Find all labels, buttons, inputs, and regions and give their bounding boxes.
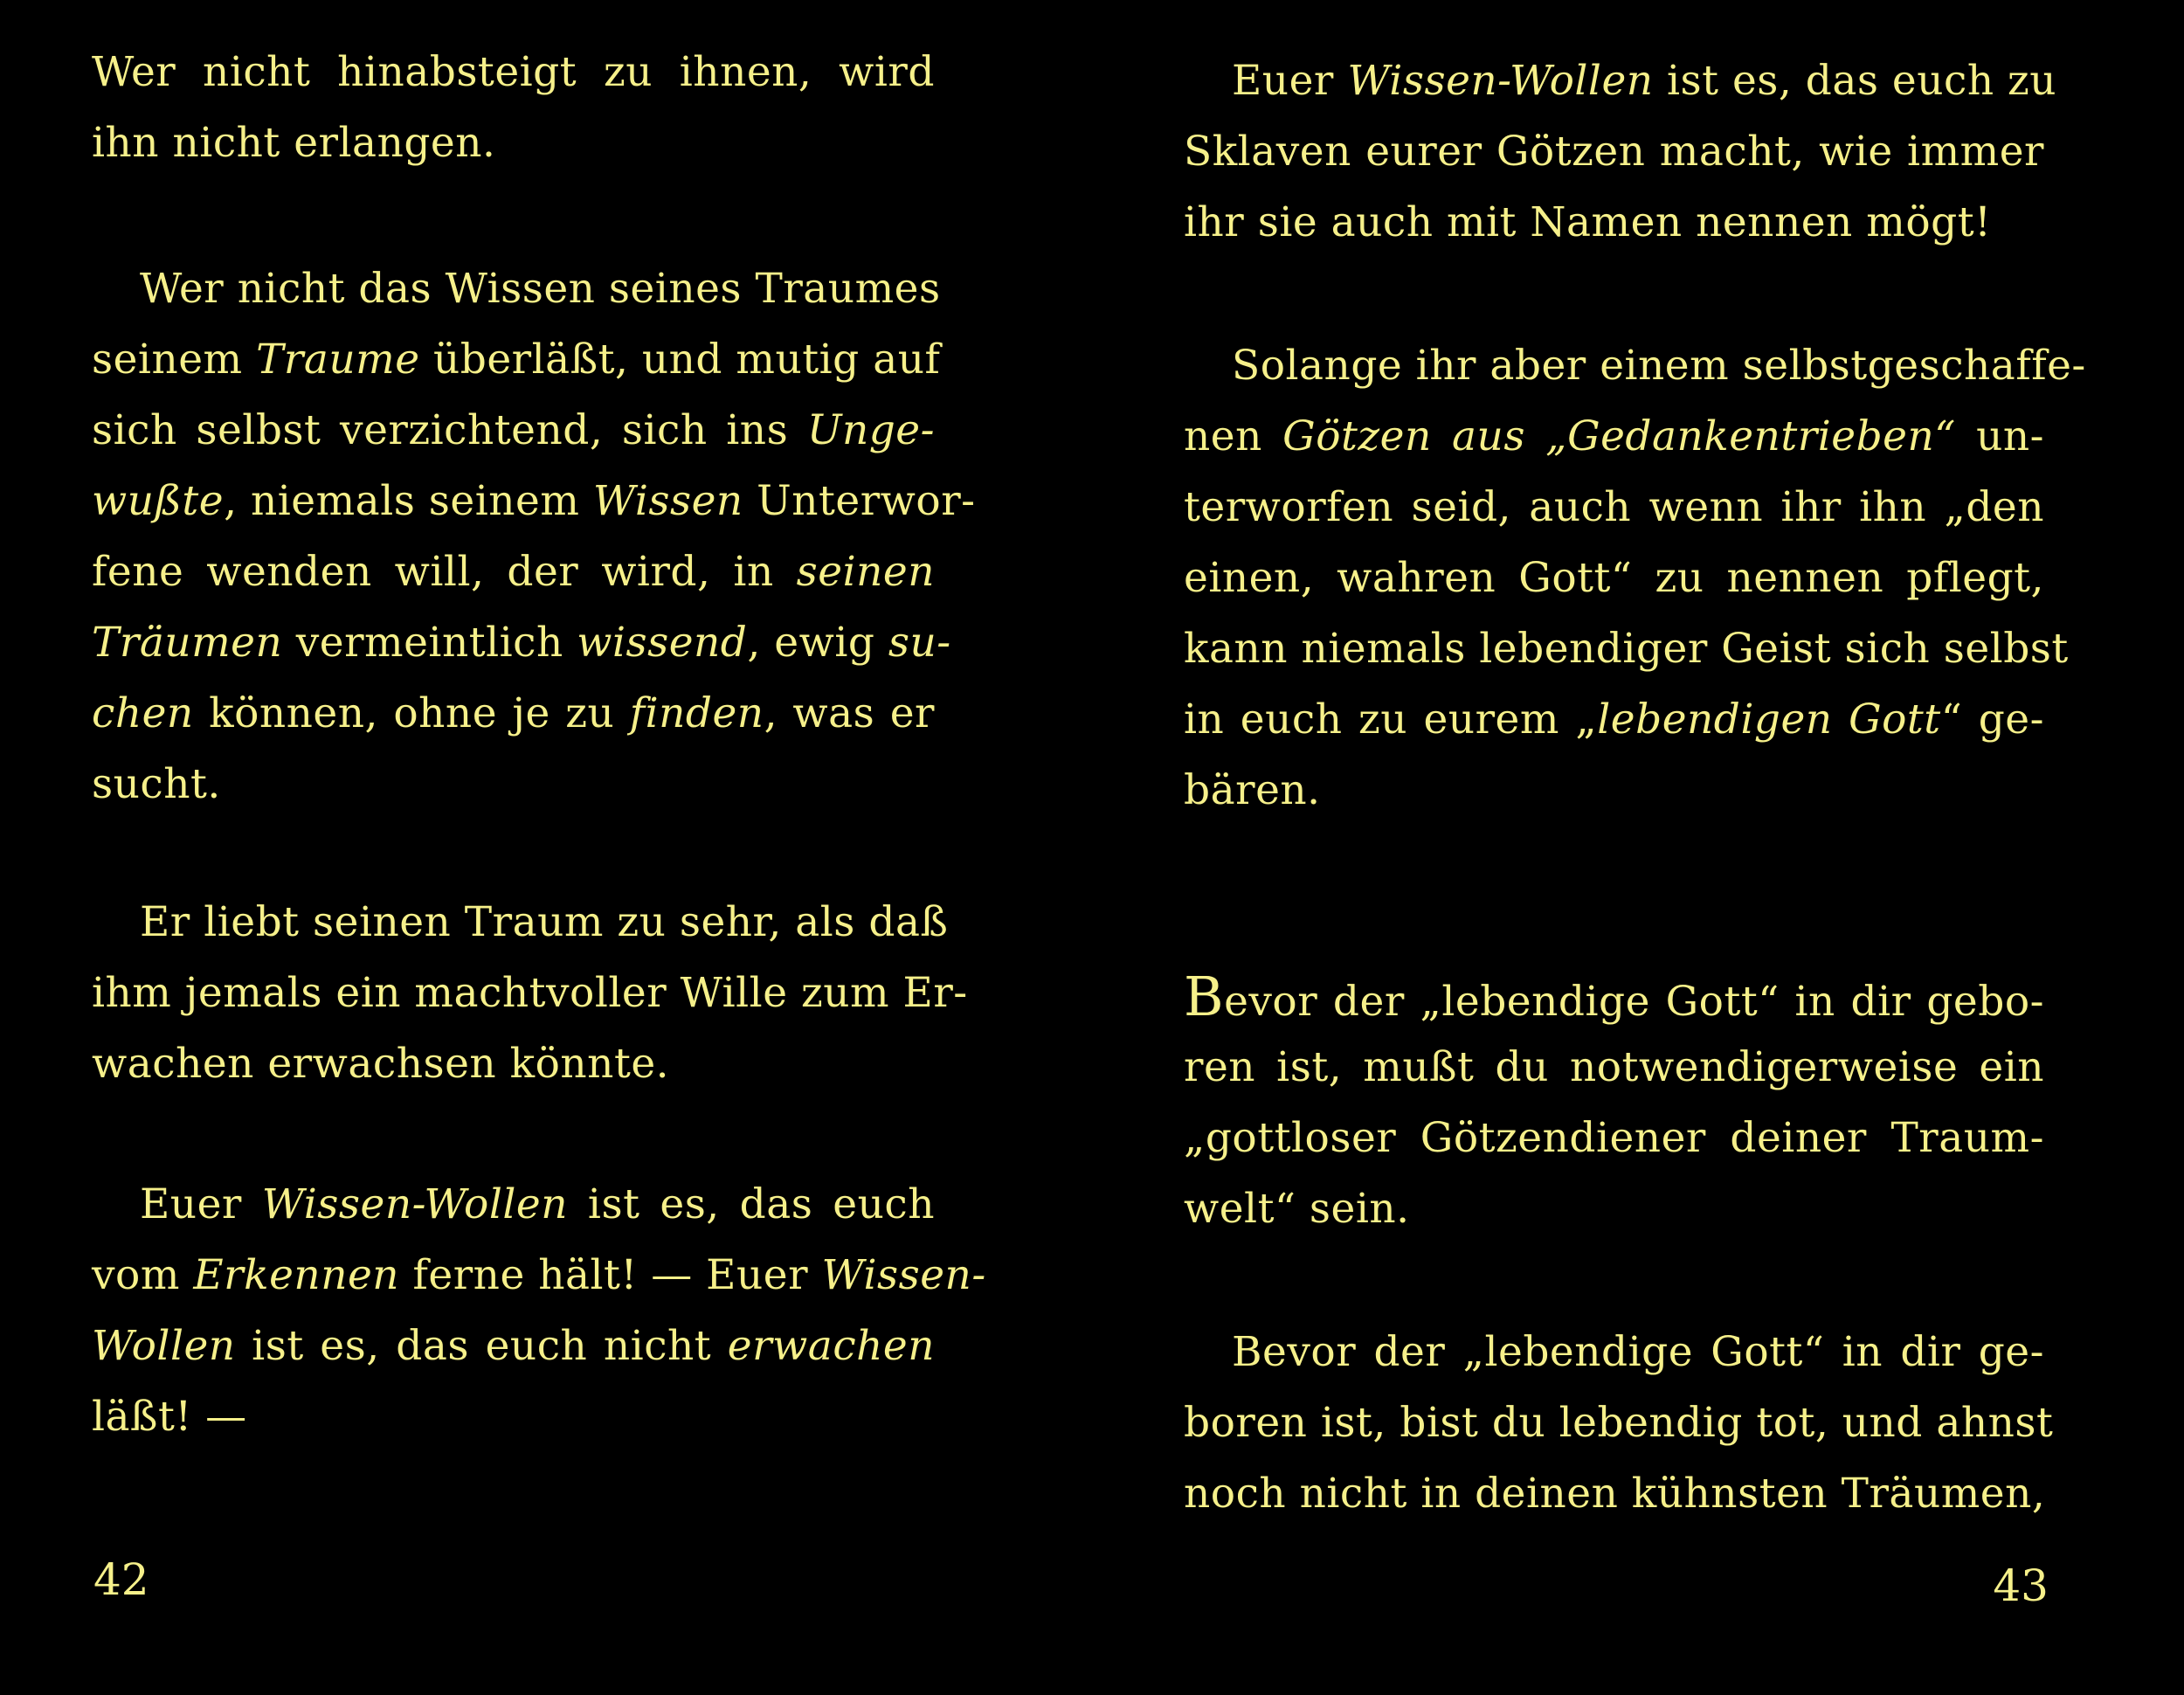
text-run: terworfen seid, auch wenn ihr ihn „den	[1184, 483, 2044, 531]
page-number: 42	[93, 1554, 149, 1605]
text-run: nen	[1184, 412, 1283, 460]
text-run: Unterwor-	[743, 477, 976, 525]
text-line	[92, 1381, 935, 1452]
text-line	[1184, 330, 2086, 401]
italic-text: Unge-	[806, 406, 935, 454]
text-run: ihr sie auch mit Namen nennen mögt!	[1184, 198, 1992, 246]
text-run: Solange ihr aber einem selbstgeschaffe-	[1232, 342, 2086, 390]
text-line	[1184, 961, 2044, 1032]
text-line	[92, 324, 941, 395]
text-run: Wer nicht das Wissen seines Traumes	[140, 265, 941, 313]
text-run: Sklaven eurer Götzen macht, wie immer	[1184, 128, 2044, 176]
italic-text: wußte	[92, 477, 225, 525]
text-line	[92, 607, 951, 678]
text-line	[1184, 1458, 2044, 1529]
text-line	[1184, 684, 2044, 755]
text-line	[1184, 613, 2069, 684]
text-run: noch nicht in deinen kühnsten Träumen,	[1184, 1470, 2046, 1518]
text-run: un-	[1955, 412, 2044, 460]
paragraph	[92, 37, 935, 178]
text-line	[92, 1028, 935, 1099]
paragraph	[92, 1169, 986, 1452]
text-line	[92, 37, 935, 107]
italic-text: Träumen	[92, 619, 283, 667]
text-run: sich selbst verzichtend, sich ins	[92, 406, 807, 454]
text-run: sucht.	[92, 760, 221, 808]
text-line	[92, 749, 935, 820]
text-run: Bevor der „lebendige Gott“ in dir ge-	[1232, 1328, 2044, 1376]
text-run: Euer	[1232, 57, 1348, 105]
text-run: , ewig	[747, 619, 888, 667]
text-run: boren ist, bist du lebendig tot, und ahnst	[1184, 1399, 2054, 1447]
text-line	[1184, 116, 2044, 187]
text-run: einen, wahren Gott“ zu nennen pflegt,	[1184, 554, 2044, 602]
text-run: “ ge-	[1940, 695, 2044, 744]
text-run: ist es, das euch zu	[1653, 57, 2057, 105]
text-run: läßt! —	[92, 1393, 247, 1441]
italic-text: finden	[629, 689, 764, 737]
text-run: Wer nicht hinabsteigt zu ihnen, wird	[92, 48, 935, 96]
text-line	[92, 887, 949, 958]
text-line	[92, 1240, 986, 1311]
text-run: fene wenden will, der wird, in	[92, 548, 797, 596]
text-line	[92, 958, 968, 1028]
italic-text: Wissen	[592, 477, 743, 525]
text-line	[92, 536, 935, 607]
text-line	[1184, 755, 2044, 826]
italic-text: Traume	[256, 336, 420, 384]
text-run: können, ohne je zu	[193, 689, 630, 737]
text-line	[92, 1311, 935, 1381]
paragraph	[1184, 961, 2044, 1244]
text-line	[1184, 1173, 2044, 1244]
text-line	[92, 395, 935, 466]
italic-text: seinen	[796, 548, 935, 596]
text-run: welt“ sein.	[1184, 1185, 1410, 1233]
paragraph	[1184, 1317, 2054, 1529]
text-line	[92, 1169, 935, 1240]
text-line	[1184, 1103, 2044, 1173]
page-number: 43	[1993, 1560, 2049, 1611]
text-line	[1184, 401, 2044, 472]
text-line	[92, 678, 935, 749]
text-run: ist es, das euch nicht	[235, 1322, 728, 1370]
text-run: ren ist, mußt du notwendigerweise ein	[1184, 1043, 2044, 1091]
text-run: Er liebt seinen Traum zu sehr, als daß	[140, 898, 949, 946]
text-run: , niemals seinem	[224, 477, 593, 525]
text-run: Euer	[140, 1180, 262, 1228]
text-run: ferne hält! — Euer	[399, 1251, 822, 1299]
text-run: evor der „lebendige Gott“ in dir gebo-	[1224, 978, 2044, 1026]
text-line	[1184, 543, 2044, 613]
text-line	[92, 107, 935, 178]
italic-text: Wissen-Wollen	[1347, 57, 1654, 105]
text-run: bären.	[1184, 766, 1321, 814]
text-line	[1184, 1032, 2044, 1103]
italic-text: Wissen-	[821, 1251, 986, 1299]
text-line	[1184, 45, 2057, 116]
italic-text: Wollen	[92, 1322, 236, 1370]
italic-text: lebendigen Gott	[1597, 695, 1941, 744]
italic-text: Götzen aus „Gedankentrieben“	[1282, 412, 1956, 460]
italic-text: su-	[888, 619, 951, 667]
text-run: ist es, das euch	[568, 1180, 935, 1228]
text-run: ihn nicht erlangen.	[92, 119, 496, 167]
text-run: vom	[92, 1251, 194, 1299]
text-line	[1184, 472, 2044, 543]
text-run: , was er	[764, 689, 935, 737]
text-run: kann niemals lebendiger Geist sich selbst	[1184, 625, 2069, 673]
text-line	[1184, 187, 2044, 258]
text-run: in euch zu eurem „	[1184, 695, 1598, 744]
text-run: seinem	[92, 336, 257, 384]
italic-text: wissend	[577, 619, 748, 667]
paragraph	[1184, 330, 2086, 826]
italic-text: erwachen	[727, 1322, 935, 1370]
text-line	[1184, 1387, 2054, 1458]
text-run: vermeintlich	[282, 619, 577, 667]
text-run: „gottloser Götzendiener deiner Traum-	[1184, 1114, 2044, 1162]
text-line	[92, 466, 976, 536]
italic-text: chen	[92, 689, 194, 737]
text-run: wachen erwachsen könnte.	[92, 1040, 670, 1088]
paragraph	[1184, 45, 2057, 258]
initial-letter: B	[1184, 965, 1225, 1028]
paragraph	[92, 887, 968, 1099]
paragraph	[92, 253, 976, 820]
text-line	[92, 253, 941, 324]
text-run: ihm jemals ein machtvoller Wille zum Er-	[92, 969, 968, 1017]
italic-text: Wissen-Wollen	[261, 1180, 568, 1228]
text-run: überläßt, und mutig auf	[419, 336, 941, 384]
text-line	[1184, 1317, 2044, 1387]
italic-text: Erkennen	[193, 1251, 400, 1299]
